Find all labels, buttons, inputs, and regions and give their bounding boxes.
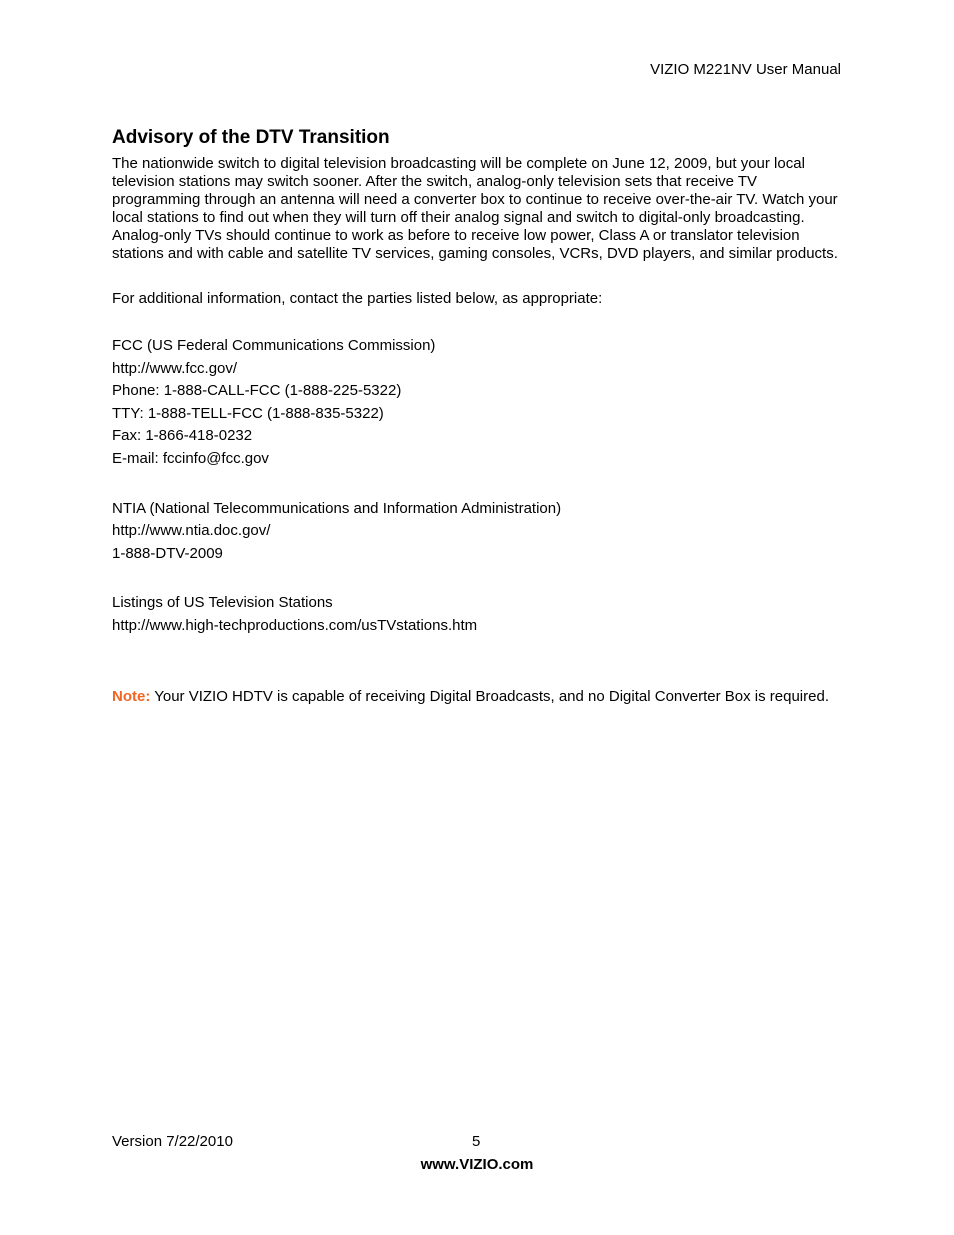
- footer-website-link[interactable]: www.VIZIO.com: [420, 1156, 534, 1173]
- note-text: Your VIZIO HDTV is capable of receiving Digital Broadcasts, and no Digital Converter Box is required.: [150, 687, 829, 705]
- tv-listings-name: Listings of US Television Stations: [112, 594, 333, 612]
- fcc-phone: Phone: 1-888-CALL-FCC (1-888-225-5322): [112, 382, 402, 400]
- section-heading: Advisory of the DTV Transition: [112, 127, 390, 148]
- note-paragraph: [112, 688, 842, 706]
- note-label: Note:: [112, 687, 151, 705]
- footer-page-number: 5: [472, 1133, 481, 1150]
- ntia-url-link[interactable]: http://www.ntia.doc.gov/: [112, 522, 271, 540]
- fcc-name: FCC (US Federal Communications Commission): [112, 337, 436, 354]
- tv-listings-block: [112, 592, 842, 637]
- dtv-transition-paragraph: The nationwide switch to digital television broadcasting will be complete on June 12, 2009, but your local television stations may switch sooner. After the switch, analog-only television sets that receive TV programming through an antenna will need a converter box to continue to receive over-the-air TV. Watch your local stations to find out when they will turn off their analog signal and switch to digital-only broadcasting. Analog-only TVs should continue to work as before to receive low power, Class A or translator television stations and with cable and satellite TV services, gaming consoles, VCRs, DVD players, and similar products.: [112, 155, 838, 262]
- manual-title-header: VIZIO M221NV User Manual: [650, 61, 841, 78]
- fcc-fax: Fax: 1-866-418-0232: [112, 427, 253, 445]
- footer-version: Version 7/22/2010: [112, 1133, 233, 1150]
- ntia-contact-block: [112, 498, 842, 566]
- ntia-name: NTIA (National Telecommunications and Information Administration): [112, 499, 562, 517]
- ntia-phone: 1-888-DTV-2009: [112, 544, 223, 562]
- fcc-url-link[interactable]: http://www.fcc.gov/: [112, 359, 238, 377]
- fcc-tty: TTY: 1-888-TELL-FCC (1-888-835-5322): [112, 404, 384, 422]
- fcc-email: E-mail: fccinfo@fcc.gov: [112, 449, 269, 467]
- contact-intro-paragraph: For additional information, contact the parties listed below, as appropriate:: [112, 290, 603, 307]
- main-content: [112, 126, 842, 706]
- tv-listings-url-link[interactable]: http://www.high-techproductions.com/usTVstations.htm: [112, 616, 478, 634]
- fcc-contact-block: [112, 335, 842, 471]
